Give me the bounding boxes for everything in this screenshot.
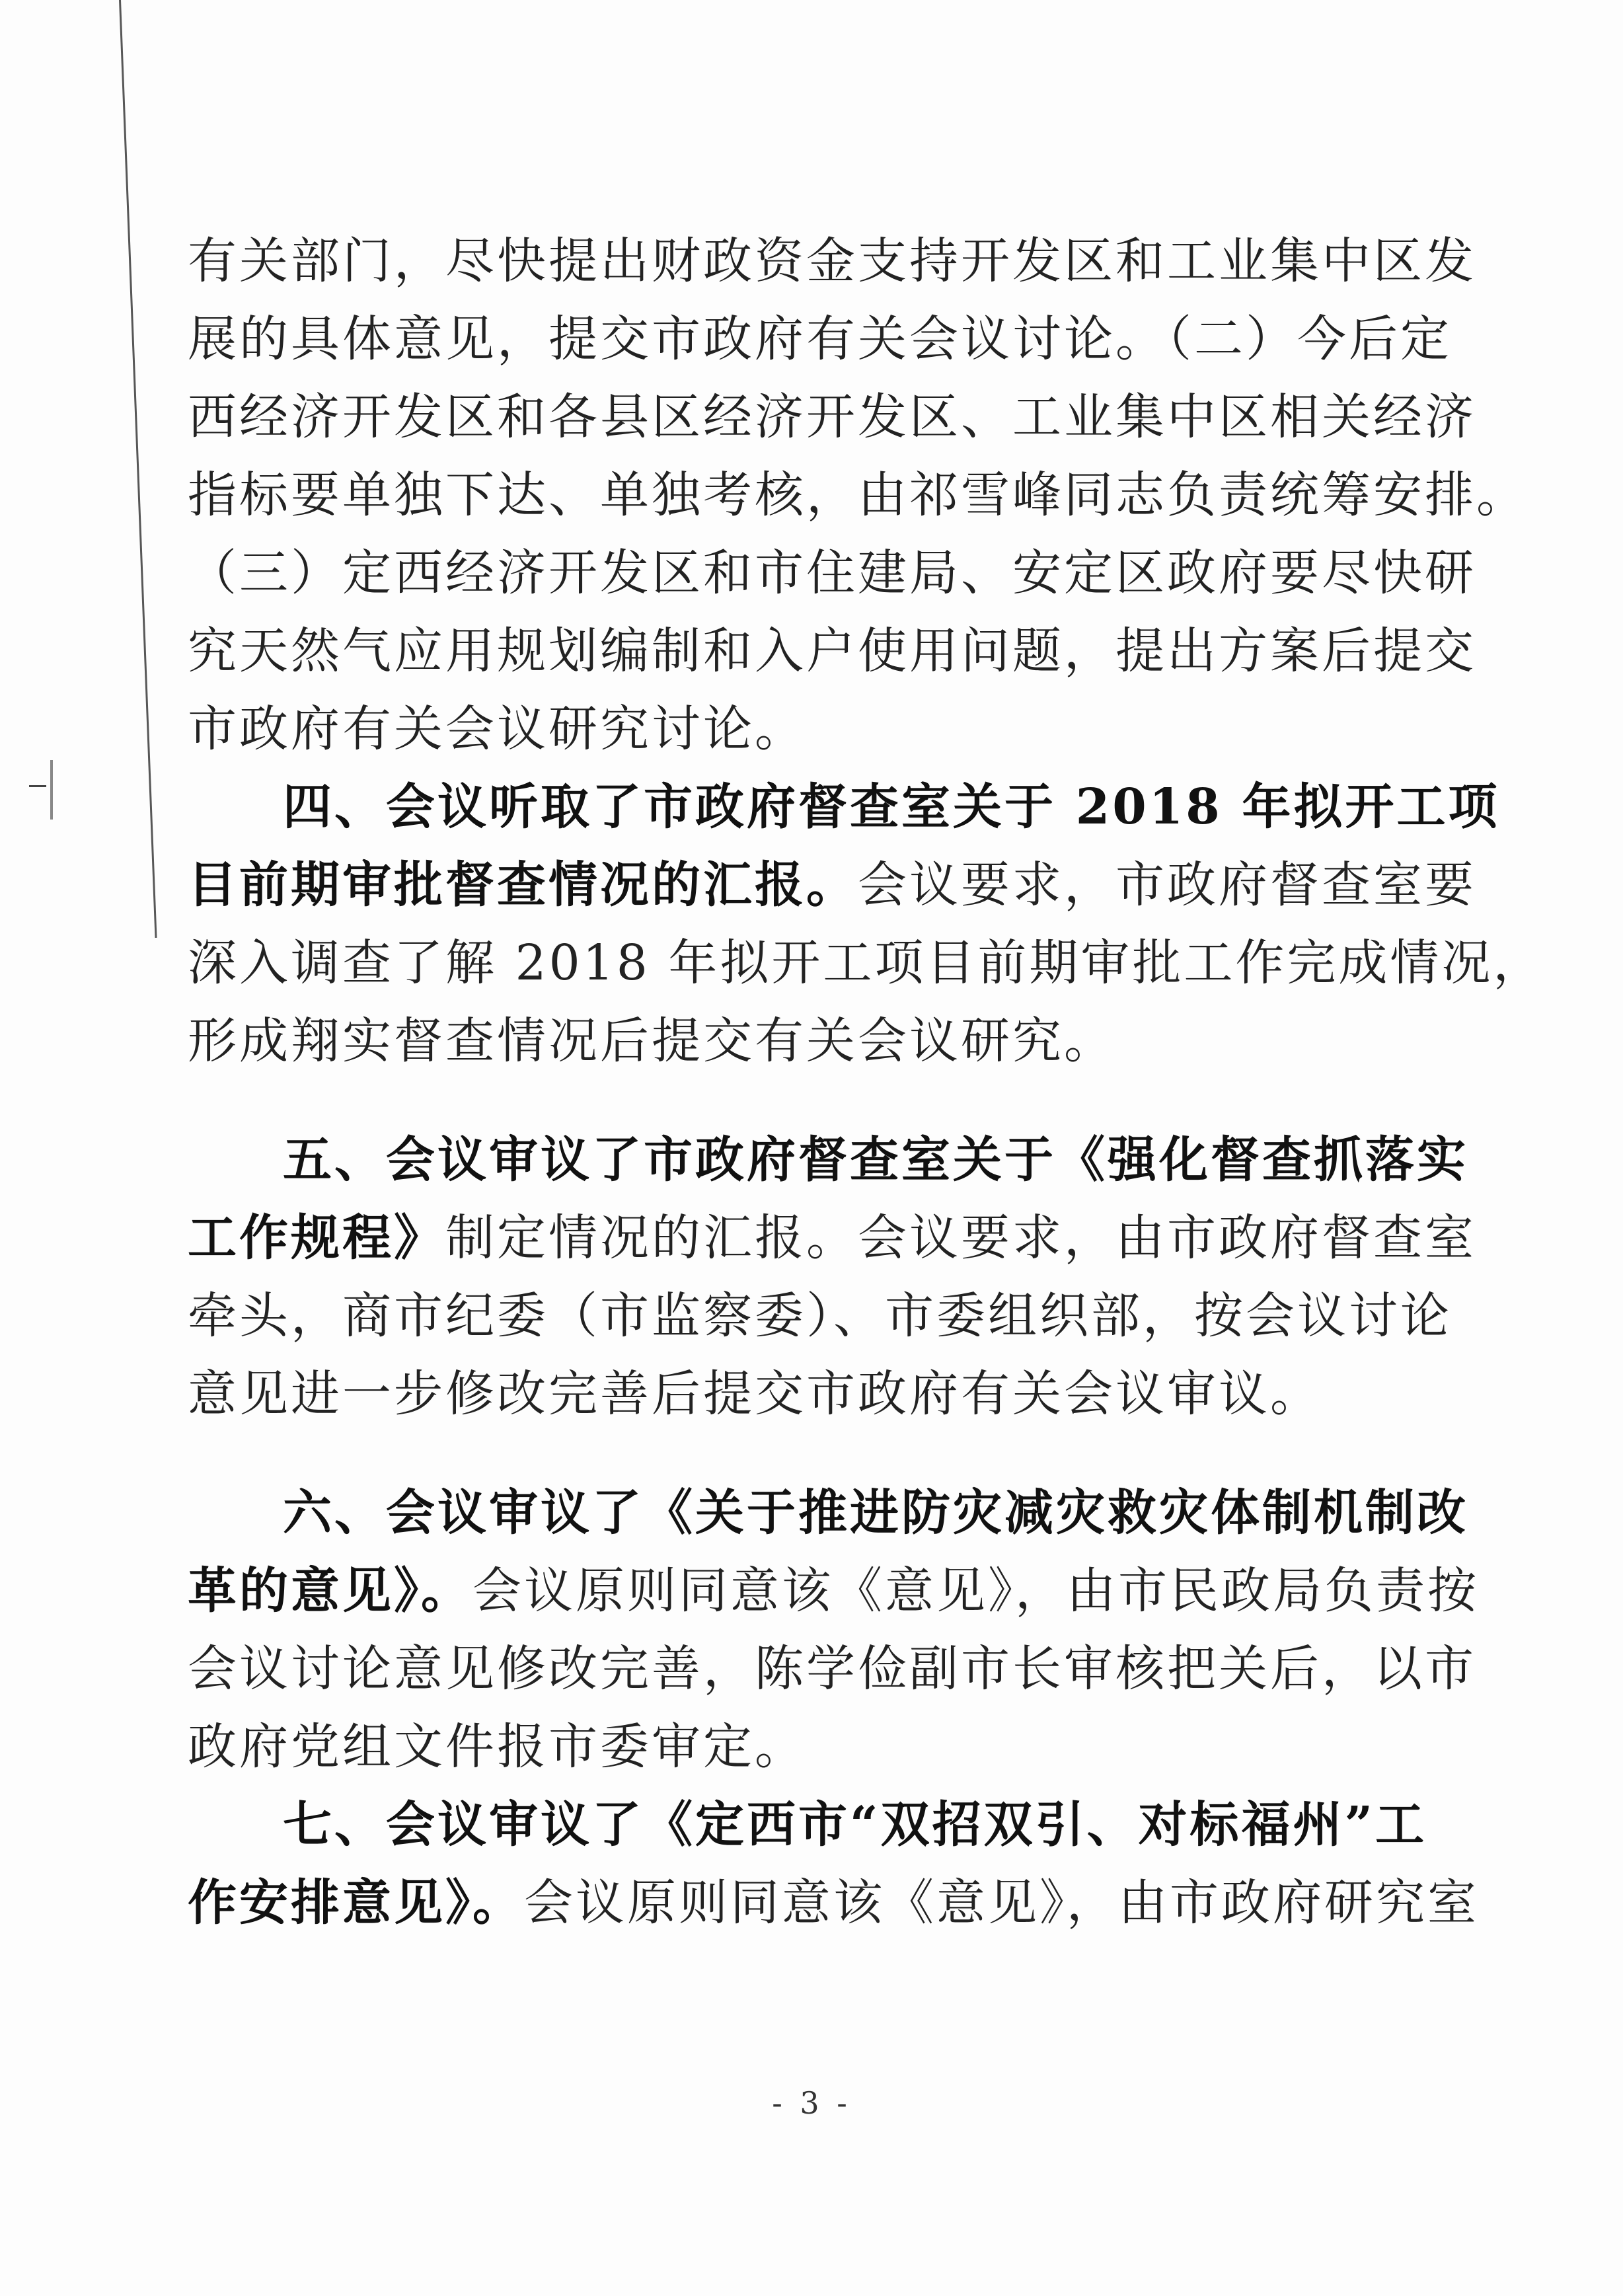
item-6-heading: 六、会议审议了《关于推进防灾减灾救灾体制机制改 — [283, 1484, 1468, 1541]
text-line: （三）定西经济开发区和市住建局、安定区政府要尽快研 — [188, 545, 1476, 601]
binding-mark — [29, 785, 46, 787]
page-number: - 3 - — [772, 2085, 851, 2121]
item-5-text: 制定情况的汇报。会议要求，由市政府督查室 — [445, 1209, 1476, 1266]
item-5-heading: 五、会议审议了市政府督查室关于《强化督查抓落实 — [283, 1131, 1468, 1188]
item-6-text: 会议原则同意该《意见》，由市民政局负责按 — [472, 1562, 1479, 1619]
paragraph-item-4 — [188, 768, 1545, 1080]
text-line: 政府党组文件报市委审定。 — [188, 1718, 806, 1775]
item-7-heading: 七、会议审议了《定西市“双招双引、对标福州”工 — [283, 1796, 1427, 1853]
binding-edge-line — [119, 0, 157, 938]
item-5-heading-cont: 工作规程》 — [188, 1209, 445, 1266]
document-body — [188, 222, 1545, 1942]
text-line: 意见进一步修改完善后提交市政府有关会议审议。 — [188, 1365, 1322, 1422]
item-7-heading-cont: 作安排意见》。 — [188, 1874, 524, 1931]
item-4-heading-cont: 目前期审批督查情况的汇报。 — [188, 857, 858, 913]
text-line: 市政府有关会议研究讨论。 — [188, 701, 806, 757]
text-line: 深入调查了解 2018 年拟开工项目前期审批工作完成情况， — [188, 935, 1545, 991]
text-line: 会议讨论意见修改完善，陈学俭副市长审核把关后，以市 — [188, 1640, 1476, 1697]
paragraph-continuation — [188, 222, 1528, 768]
item-4-heading: 四、会议听取了市政府督查室关于 2018 年拟开工项 — [283, 779, 1500, 835]
item-4-text: 会议要求，市政府督查室要 — [858, 857, 1476, 913]
paragraph-item-6 — [188, 1474, 1479, 1786]
binding-shadow — [50, 760, 53, 820]
item-6-heading-cont: 革的意见》。 — [188, 1562, 472, 1619]
text-line: 究天然气应用规划编制和入户使用问题，提出方案后提交 — [188, 623, 1476, 679]
item-7-text: 会议原则同意该《意见》，由市政府研究室 — [524, 1874, 1479, 1931]
text-line: 牵头，商市纪委（市监察委）、市委组织部，按会议讨论 — [188, 1287, 1452, 1344]
text-line: 指标要单独下达、单独考核，由祁雪峰同志负责统筹安排。 — [188, 467, 1528, 523]
text-line: 形成翔实督查情况后提交有关会议研究。 — [188, 1013, 1115, 1069]
paragraph-item-5 — [188, 1121, 1476, 1433]
text-line: 西经济开发区和各县区经济开发区、工业集中区相关经济 — [188, 389, 1476, 445]
text-line: 有关部门，尽快提出财政资金支持开发区和工业集中区发 — [188, 233, 1476, 289]
paragraph-item-7 — [188, 1786, 1479, 1942]
text-line: 展的具体意见，提交市政府有关会议讨论。（二）今后定 — [188, 311, 1452, 367]
